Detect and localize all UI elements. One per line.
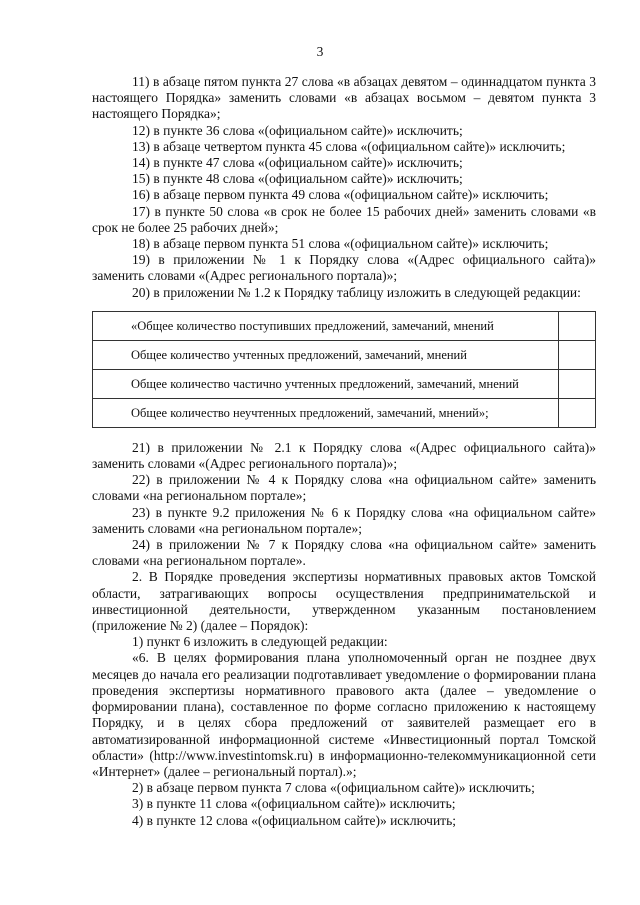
table-cell-label: Общее количество неучтенных предложений, замечаний, мнений»; — [93, 398, 559, 427]
table-row — [93, 398, 596, 427]
paragraph-subitem-4: 4) в пункте 12 слова «(официальном сайте)» исключить; — [132, 812, 456, 828]
table-cell-value — [559, 369, 596, 398]
table-row — [93, 311, 596, 340]
statistics-table — [92, 311, 596, 428]
paragraph-item-18: 18) в абзаце первом пункта 51 слова «(официальном сайте)» исключить; — [132, 236, 549, 252]
paragraph-subitem-1: 1) пункт 6 изложить в следующей редакции: — [132, 634, 388, 650]
table-cell-label: «Общее количество поступивших предложений, замечаний, мнений — [93, 311, 559, 340]
paragraph-item-11: 11) в абзаце пятом пункта 27 слова «в абзацах девятом – одиннадцатом пункта 3 настоящего Порядка» заменить словами «в абзацах восьмом – девятом пункта 3 настоящего Порядка»; — [92, 74, 596, 122]
paragraph-section-2: 2. В Порядке проведения экспертизы нормативных правовых актов Томской области, затрагивающих вопросы осуществления предпринимательской и инвестиционной деятельности, утвержденном указанным постановлением (приложение № 2) (далее – Порядок): — [92, 569, 596, 634]
paragraph-item-16: 16) в абзаце первом пункта 49 слова «(официальном сайте)» исключить; — [132, 187, 549, 203]
table-cell-value — [559, 311, 596, 340]
table-cell-value — [559, 398, 596, 427]
paragraph-item-14: 14) в пункте 47 слова «(официальном сайте)» исключить; — [132, 155, 463, 171]
paragraph-item-22: 22) в приложении № 4 к Порядку слова «на официальном сайте» заменить словами «на региональном портале»; — [92, 472, 596, 504]
paragraph-item-13: 13) в абзаце четвертом пункта 45 слова «(официальном сайте)» исключить; — [132, 138, 566, 154]
table-cell-label: Общее количество учтенных предложений, замечаний, мнений — [93, 340, 559, 369]
table-cell-value — [559, 340, 596, 369]
table-row — [93, 369, 596, 398]
paragraph-quote-item-6: «6. В целях формирования плана уполномоченный орган не позднее двух месяцев до начала его реализации подготавливает уведомление о формировании плана проведения экспертизы нормативного правового акта (далее – уведомление о формировании плана), составленное по форме согласно приложению к настоящему Порядку, и в целях сбора предложений от заявителей размещает его в автоматизированной информационной системе «Инвестиционный портал Томской области» (http://www.investintomsk.ru) в информационно-телекоммуникационной сети «Интернет» (далее – региональный портал).»; — [92, 650, 596, 779]
paragraph-subitem-2: 2) в абзаце первом пункта 7 слова «(официальном сайте)» исключить; — [132, 780, 535, 796]
paragraph-item-12: 12) в пункте 36 слова «(официальном сайте)» исключить; — [132, 122, 463, 138]
document-body — [92, 74, 596, 829]
page-number: 3 — [316, 44, 324, 59]
paragraph-item-23: 23) в пункте 9.2 приложения № 6 к Порядку слова «на официальном сайте» заменить словами «на региональном портале»; — [92, 504, 596, 536]
paragraph-item-21: 21) в приложении № 2.1 к Порядку слова «(Адрес официального сайта)» заменить словами «(Адрес регионального портала)»; — [92, 439, 596, 472]
table-row — [93, 340, 596, 369]
paragraph-item-15: 15) в пункте 48 слова «(официальном сайте)» исключить; — [132, 171, 463, 187]
paragraph-item-17: 17) в пункте 50 слова «в срок не более 15 рабочих дней» заменить словами «в срок не более 25 рабочих дней»; — [92, 203, 596, 235]
paragraph-item-20: 20) в приложении № 1.2 к Порядку таблицу изложить в следующей редакции: — [132, 284, 581, 300]
paragraph-subitem-3: 3) в пункте 11 слова «(официальном сайте)» исключить; — [132, 796, 456, 812]
paragraph-item-24: 24) в приложении № 7 к Порядку слова «на официальном сайте» заменить словами «на региональном портале». — [92, 537, 596, 569]
table-cell-label: Общее количество частично учтенных предложений, замечаний, мнений — [93, 369, 559, 398]
paragraph-item-19: 19) в приложении № 1 к Порядку слова «(Адрес официального сайта)» заменить словами «(Адрес регионального портала)»; — [92, 252, 596, 284]
